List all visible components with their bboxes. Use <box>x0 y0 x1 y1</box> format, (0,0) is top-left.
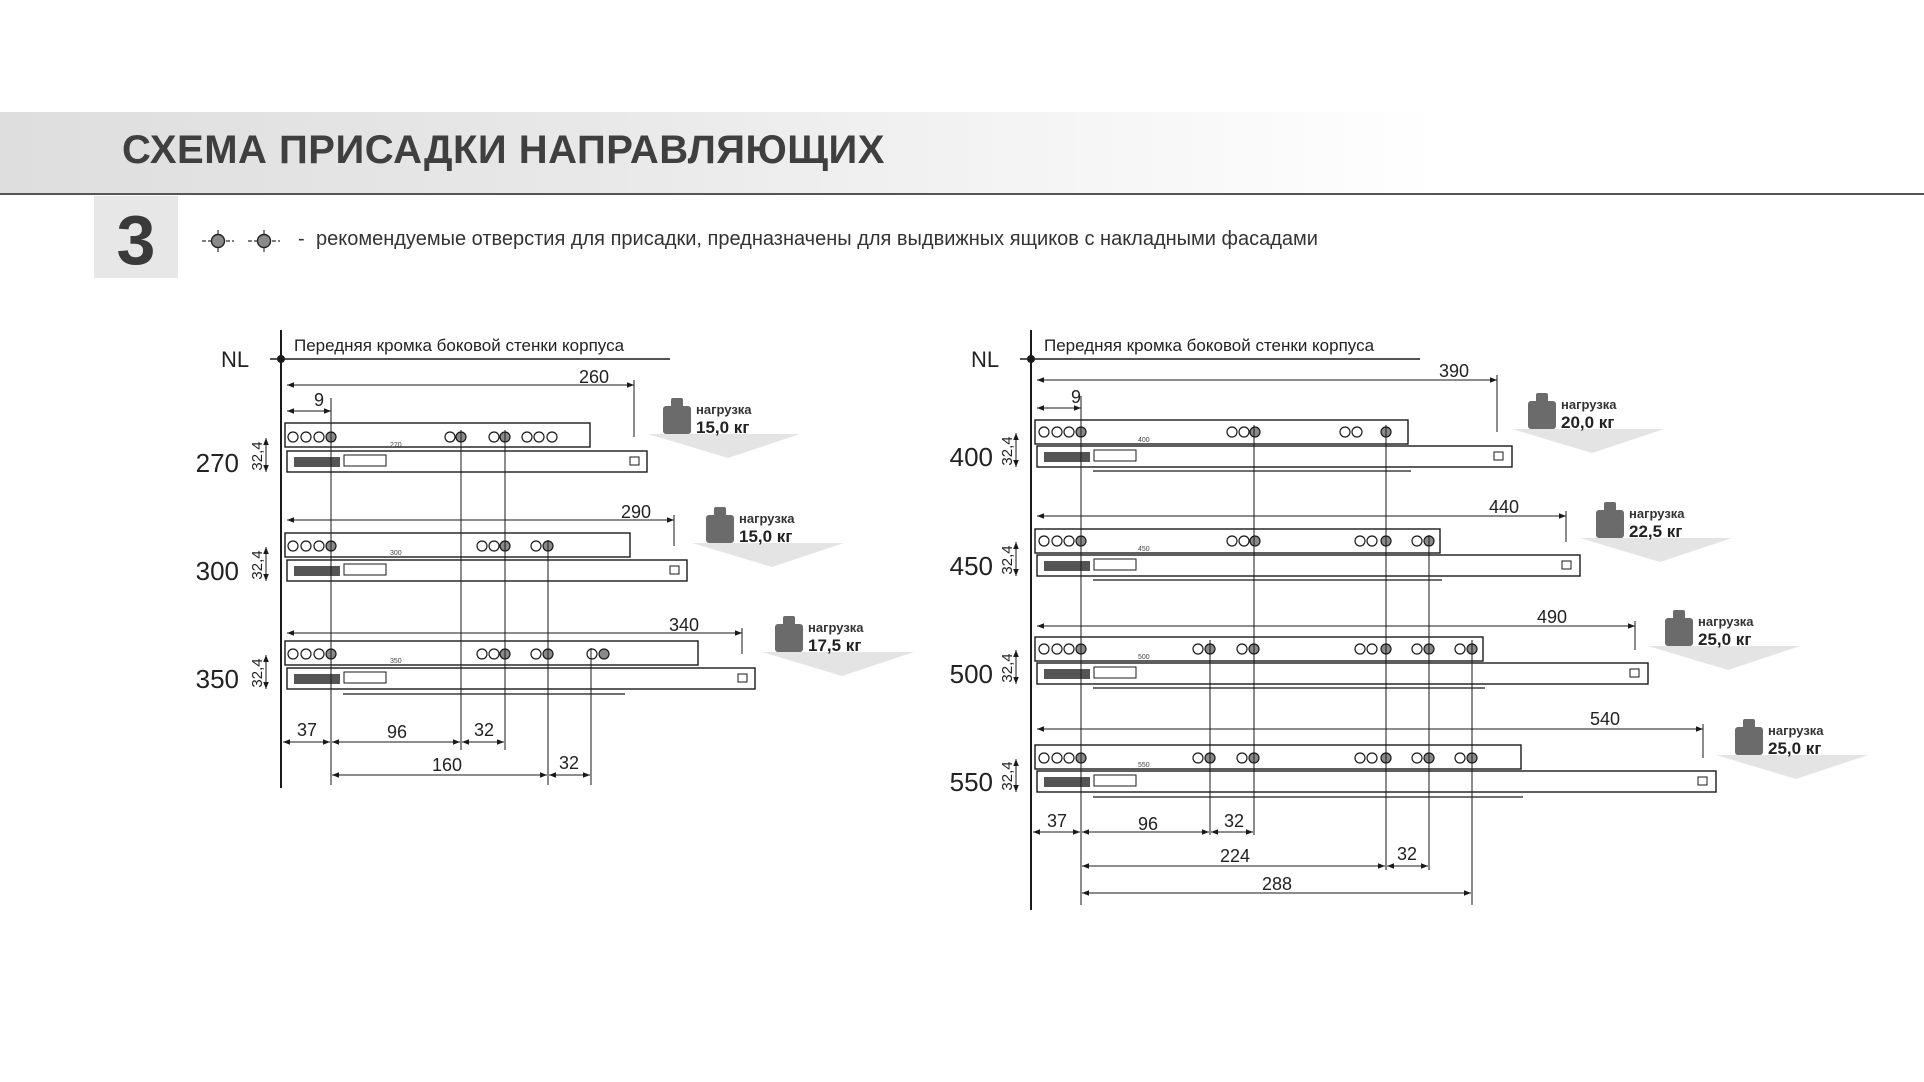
load-label: нагрузка <box>808 620 864 635</box>
load-arrow <box>692 543 844 567</box>
load-label: нагрузка <box>739 511 795 526</box>
height-dim: 32,4 <box>999 436 1016 466</box>
weight-icon <box>1596 510 1624 538</box>
dim-96: 96 <box>1137 814 1159 834</box>
rail-body <box>287 668 755 689</box>
load-indicator <box>762 616 914 676</box>
dim-32b: 32 <box>1396 844 1418 864</box>
load-arrow <box>1648 646 1800 670</box>
load-value: 22,5 кг <box>1629 522 1683 541</box>
load-value: 15,0 кг <box>739 527 793 546</box>
rail-mark: 400 <box>1138 437 1150 444</box>
rail-mechanism <box>294 457 340 467</box>
load-arrow <box>1716 755 1868 779</box>
rail-450 <box>950 497 1732 581</box>
height-dim: 32,4 <box>249 441 266 471</box>
length-dim: 340 <box>668 615 700 635</box>
length-dim: 490 <box>1536 607 1568 627</box>
load-indicator <box>1648 610 1800 670</box>
load-value: 25,0 кг <box>1698 630 1752 649</box>
nl-point <box>277 355 285 363</box>
rail-size-label: 270 <box>195 448 239 478</box>
load-indicator <box>1580 502 1732 562</box>
load-value: 25,0 кг <box>1768 739 1822 758</box>
rail-270 <box>196 367 800 478</box>
dim-224: 224 <box>1219 846 1251 866</box>
rail-body <box>1037 663 1648 684</box>
height-dim: 32,4 <box>249 550 266 580</box>
load-indicator <box>692 507 844 567</box>
rail-body <box>1037 555 1580 576</box>
nl-label: NL <box>221 347 250 372</box>
rail-mark: 500 <box>1138 654 1150 661</box>
rail-550 <box>950 709 1868 797</box>
weight-icon <box>1665 618 1693 646</box>
bottom-dims <box>283 720 590 775</box>
height-dim: 32,4 <box>249 658 266 688</box>
load-label: нагрузка <box>696 402 752 417</box>
weight-icon <box>1735 727 1763 755</box>
load-arrow <box>1580 538 1732 562</box>
height-dim: 32,4 <box>999 761 1016 791</box>
load-arrow <box>762 652 914 676</box>
rail-mechanism <box>294 566 340 576</box>
load-value: 17,5 кг <box>808 636 862 655</box>
rail-mechanism <box>1044 777 1090 787</box>
rail-300 <box>196 502 844 586</box>
load-indicator <box>648 398 800 458</box>
dim-32: 32 <box>1223 811 1245 831</box>
length-dim: 540 <box>1589 709 1621 729</box>
drawer-profile <box>1035 745 1521 769</box>
rail-mechanism <box>1044 561 1090 571</box>
rail-size-label: 350 <box>195 664 239 694</box>
weight-icon <box>663 406 691 434</box>
length-dim: 440 <box>1488 497 1520 517</box>
length-dim: 260 <box>578 367 610 387</box>
dim-9: 9 <box>1070 387 1082 407</box>
nl-label: NL <box>971 347 1000 372</box>
load-arrow <box>648 434 800 458</box>
page-title: СХЕМА ПРИСАДКИ НАПРАВЛЯЮЩИХ <box>122 128 885 172</box>
rail-mark: 350 <box>390 658 402 665</box>
load-value: 20,0 кг <box>1561 413 1615 432</box>
weight-icon <box>1528 401 1556 429</box>
load-label: нагрузка <box>1629 506 1685 521</box>
edge-label: Передняя кромка боковой стенки корпуса <box>1044 336 1375 355</box>
right-diagram <box>950 330 1868 910</box>
rail-size-label: 400 <box>949 442 993 472</box>
drawer-profile <box>285 533 630 557</box>
edge-label: Передняя кромка боковой стенки корпуса <box>294 336 625 355</box>
rail-body <box>1037 771 1716 792</box>
rail-mark: 300 <box>390 550 402 557</box>
drill-hole-icon <box>1250 536 1260 546</box>
nl-point <box>1027 355 1035 363</box>
rail-mechanism <box>1044 452 1090 462</box>
rail-350 <box>196 615 914 694</box>
rail-mark: 550 <box>1138 762 1150 769</box>
dim-32: 32 <box>473 720 495 740</box>
rail-size-label: 550 <box>949 767 993 797</box>
rail-mechanism <box>294 674 340 684</box>
load-label: нагрузка <box>1561 397 1617 412</box>
rail-mark: 450 <box>1138 546 1150 553</box>
rail-size-label: 500 <box>949 659 993 689</box>
rail-500 <box>950 607 1800 689</box>
drill-hole-icon <box>599 649 609 659</box>
section-number: 3 <box>116 201 156 279</box>
load-arrow <box>1512 429 1664 453</box>
legend-text: рекомендуемые отверстия для присадки, предназначены для выдвижных ящиков с накладными фасадами <box>316 228 1318 250</box>
rail-body <box>287 560 687 581</box>
weight-icon <box>775 624 803 652</box>
rail-400 <box>950 361 1664 472</box>
rail-size-label: 300 <box>195 556 239 586</box>
bottom-dims <box>1033 811 1471 894</box>
rail-body <box>1037 446 1512 467</box>
dim-96: 96 <box>386 722 408 742</box>
length-dim: 390 <box>1438 361 1470 381</box>
dim-9: 9 <box>313 390 325 410</box>
weight-icon <box>706 515 734 543</box>
load-label: нагрузка <box>1698 614 1754 629</box>
load-value: 15,0 кг <box>696 418 750 437</box>
dim-37: 37 <box>1046 811 1068 831</box>
left-diagram <box>196 330 914 788</box>
dim-32b: 32 <box>558 753 580 773</box>
load-indicator <box>1716 719 1868 779</box>
dim-37: 37 <box>296 720 318 740</box>
rail-body <box>287 451 647 472</box>
length-dim: 290 <box>620 502 652 522</box>
rail-mark: 270 <box>390 442 402 449</box>
rail-mechanism <box>1044 669 1090 679</box>
dim-160: 160 <box>431 755 463 775</box>
dim-288: 288 <box>1261 874 1293 894</box>
drill-hole-icon <box>1250 427 1260 437</box>
rail-size-label: 450 <box>949 551 993 581</box>
load-indicator <box>1512 393 1664 453</box>
legend-dash: - <box>298 228 305 250</box>
height-dim: 32,4 <box>999 653 1016 683</box>
height-dim: 32,4 <box>999 545 1016 575</box>
load-label: нагрузка <box>1768 723 1824 738</box>
drawer-profile <box>285 641 698 665</box>
